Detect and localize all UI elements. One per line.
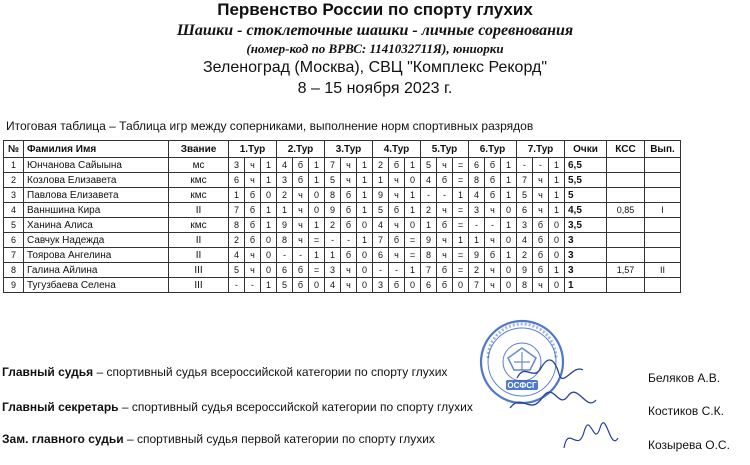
game-cell: - [325, 233, 341, 248]
game-cell: 0 [405, 173, 421, 188]
game-cell: - [517, 158, 533, 173]
game-cell: = [405, 248, 421, 263]
game-cell: 1 [373, 173, 389, 188]
game-cell: 1 [469, 233, 485, 248]
game-cell: б [437, 173, 453, 188]
game-cell: ч [341, 278, 357, 293]
game-cell: б [437, 263, 453, 278]
header-round: 6.Тур [469, 141, 517, 158]
table-row [4, 248, 681, 263]
game-cell: ч [485, 203, 501, 218]
game-cell: ч [389, 218, 405, 233]
game-cell: 0 [405, 278, 421, 293]
game-cell: 0 [261, 248, 277, 263]
game-cell: = [405, 233, 421, 248]
game-cell: 8 [421, 248, 437, 263]
results-table [3, 140, 681, 293]
player-points: 3 [565, 248, 607, 263]
game-cell: 0 [261, 233, 277, 248]
row-num: 6 [4, 233, 24, 248]
game-cell: 2 [277, 188, 293, 203]
player-name: Павлова Елизавета [24, 188, 169, 203]
player-rank: II [169, 233, 229, 248]
game-cell: 4 [373, 218, 389, 233]
game-cell: 1 [309, 218, 325, 233]
player-rank: II [169, 248, 229, 263]
game-cell: ч [437, 248, 453, 263]
player-done [645, 218, 681, 233]
game-cell: ч [245, 173, 261, 188]
table-header-row [4, 141, 681, 158]
game-cell: 0 [501, 233, 517, 248]
game-cell: б [341, 218, 357, 233]
header-round: 1.Тур [229, 141, 277, 158]
table-row [4, 263, 681, 278]
official-role: Главный секретарь [2, 400, 119, 414]
game-cell: - [421, 188, 437, 203]
official-desc: – спортивный судья всероссийской категории по спорту глухих [118, 400, 473, 414]
header-num: № [4, 141, 24, 158]
header-round: 7.Тур [517, 141, 565, 158]
discipline-line: Шашки - стоклеточные шашки - личные соревнования [176, 22, 574, 39]
player-points: 3,5 [565, 218, 607, 233]
official-name: Козырева О.С. [648, 438, 730, 452]
game-cell: ч [389, 188, 405, 203]
player-points: 5,5 [565, 173, 607, 188]
game-cell: 5 [517, 188, 533, 203]
game-cell: - [341, 233, 357, 248]
game-cell: 1 [357, 173, 373, 188]
game-cell: 0 [501, 263, 517, 278]
game-cell: б [293, 158, 309, 173]
player-kss [607, 158, 645, 173]
official-desc: – спортивный судья первой категории по спорту глухих [123, 432, 435, 446]
player-name: Козлова Елизавета [24, 173, 169, 188]
game-cell: - [389, 263, 405, 278]
game-cell: - [533, 158, 549, 173]
player-rank: III [169, 278, 229, 293]
game-cell: 9 [517, 263, 533, 278]
game-cell: 0 [357, 248, 373, 263]
header-round: 4.Тур [373, 141, 421, 158]
game-cell: ч [485, 233, 501, 248]
game-cell: ч [389, 248, 405, 263]
game-cell: 8 [325, 188, 341, 203]
game-cell: 2 [325, 218, 341, 233]
row-num: 5 [4, 218, 24, 233]
game-cell: 5 [373, 203, 389, 218]
game-cell: 2 [469, 263, 485, 278]
row-num: 2 [4, 173, 24, 188]
game-cell: б [293, 278, 309, 293]
player-points: 1 [565, 278, 607, 293]
player-kss [607, 218, 645, 233]
game-cell: б [341, 248, 357, 263]
dates-line: 8 – 15 ноября 2023 г. [297, 80, 453, 97]
game-cell: 5 [277, 278, 293, 293]
game-cell: 1 [549, 158, 565, 173]
game-cell: 1 [261, 218, 277, 233]
game-cell: 1 [549, 173, 565, 188]
game-cell: - [485, 218, 501, 233]
game-cell: 3 [277, 173, 293, 188]
game-cell: 6 [229, 173, 245, 188]
game-cell: б [533, 263, 549, 278]
game-cell: 9 [277, 218, 293, 233]
player-done [645, 173, 681, 188]
game-cell: 1 [453, 188, 469, 203]
game-cell: б [341, 203, 357, 218]
game-cell: 3 [229, 158, 245, 173]
game-cell: - [437, 188, 453, 203]
game-cell: 1 [501, 173, 517, 188]
game-cell: б [341, 188, 357, 203]
game-cell: 7 [421, 263, 437, 278]
game-cell: 1 [549, 203, 565, 218]
game-cell: б [245, 188, 261, 203]
game-cell: 3 [517, 218, 533, 233]
player-done [645, 188, 681, 203]
player-kss: 0,85 [607, 203, 645, 218]
official-chief-secretary [2, 400, 473, 414]
header-round: 2.Тур [277, 141, 325, 158]
game-cell: 1 [309, 173, 325, 188]
game-cell: - [469, 218, 485, 233]
game-cell: 4 [421, 173, 437, 188]
signature-chief-secretary [508, 390, 598, 416]
game-cell: 1 [261, 203, 277, 218]
game-cell: 6 [421, 278, 437, 293]
player-rank: кмс [169, 188, 229, 203]
game-cell: 7 [517, 173, 533, 188]
venue-line: Зеленоград (Москва), СВЦ "Комплекс Рекорд" [202, 59, 547, 76]
game-cell: 1 [421, 218, 437, 233]
game-cell: б [533, 233, 549, 248]
game-cell: б [437, 218, 453, 233]
game-cell: б [485, 158, 501, 173]
game-cell: 1 [261, 278, 277, 293]
game-cell: ч [341, 173, 357, 188]
game-cell: ч [245, 158, 261, 173]
game-cell: 0 [549, 218, 565, 233]
game-cell: 1 [357, 158, 373, 173]
game-cell: 4 [325, 278, 341, 293]
game-cell: 4 [277, 158, 293, 173]
player-points: 3 [565, 263, 607, 278]
player-kss [607, 278, 645, 293]
player-kss [607, 188, 645, 203]
game-cell: б [245, 218, 261, 233]
game-cell: 1 [453, 233, 469, 248]
game-cell: ч [293, 203, 309, 218]
player-done: II [645, 263, 681, 278]
game-cell: ч [485, 263, 501, 278]
row-num: 9 [4, 278, 24, 293]
game-cell: = [453, 203, 469, 218]
game-cell: б [245, 233, 261, 248]
game-cell: б [389, 203, 405, 218]
game-cell: 1 [405, 188, 421, 203]
row-num: 8 [4, 263, 24, 278]
player-points: 5 [565, 188, 607, 203]
game-cell: 1 [357, 188, 373, 203]
game-cell: 8 [517, 278, 533, 293]
game-cell: 1 [405, 263, 421, 278]
game-cell: ч [293, 233, 309, 248]
game-cell: 1 [261, 158, 277, 173]
game-cell: 8 [229, 218, 245, 233]
game-cell: 2 [517, 248, 533, 263]
game-cell: ч [245, 263, 261, 278]
game-cell: 0 [549, 233, 565, 248]
game-cell: 1 [357, 203, 373, 218]
row-num: 7 [4, 248, 24, 263]
game-cell: 6 [277, 263, 293, 278]
table-row [4, 218, 681, 233]
player-rank: III [169, 263, 229, 278]
game-cell: - [245, 278, 261, 293]
game-cell: 6 [469, 158, 485, 173]
header-rank: Звание [169, 141, 229, 158]
player-rank: мс [169, 158, 229, 173]
game-cell: 1 [501, 158, 517, 173]
game-cell: б [389, 158, 405, 173]
player-name: Ханина Алиса [24, 218, 169, 233]
game-cell: ч [533, 188, 549, 203]
game-cell: ч [341, 263, 357, 278]
officials-block [0, 352, 750, 462]
table-row [4, 188, 681, 203]
header-round: 5.Тур [421, 141, 469, 158]
game-cell: ч [293, 188, 309, 203]
game-cell: - [277, 248, 293, 263]
game-cell: 0 [453, 278, 469, 293]
header-points: Очки [565, 141, 607, 158]
game-cell: 1 [405, 203, 421, 218]
game-cell: ч [485, 278, 501, 293]
header-kss: КСС [607, 141, 645, 158]
game-cell: б [245, 203, 261, 218]
game-cell: 1 [501, 248, 517, 263]
game-cell: 0 [357, 218, 373, 233]
game-cell: 0 [309, 278, 325, 293]
player-done [645, 158, 681, 173]
game-cell: 2 [373, 158, 389, 173]
table-row [4, 158, 681, 173]
table-row [4, 173, 681, 188]
player-kss [607, 248, 645, 263]
game-cell: 5 [325, 173, 341, 188]
game-cell: 3 [325, 263, 341, 278]
game-cell: = [309, 233, 325, 248]
game-cell: 0 [549, 278, 565, 293]
game-cell: ч [389, 173, 405, 188]
header-name: Фамилия Имя [24, 141, 169, 158]
code-line: (номер-код по ВРВС: 1141032711Я), юниорки [246, 41, 504, 56]
game-cell: 1 [501, 218, 517, 233]
game-cell: 8 [277, 233, 293, 248]
game-cell: 9 [469, 248, 485, 263]
player-name: Ванншина Кира [24, 203, 169, 218]
game-cell: 4 [469, 188, 485, 203]
game-cell: 3 [469, 203, 485, 218]
player-done [645, 233, 681, 248]
official-name: Костиков С.К. [648, 404, 724, 418]
game-cell: = [453, 173, 469, 188]
official-desc: – спортивный судья всероссийской категории по спорту глухих [93, 365, 448, 379]
player-kss: 1,57 [607, 263, 645, 278]
game-cell: б [389, 233, 405, 248]
row-num: 3 [4, 188, 24, 203]
game-cell: 1 [357, 233, 373, 248]
game-cell: 5 [421, 158, 437, 173]
game-cell: 1 [277, 203, 293, 218]
game-cell: 9 [325, 203, 341, 218]
game-cell: - [293, 248, 309, 263]
game-cell: 2 [229, 233, 245, 248]
header-round: 3.Тур [325, 141, 373, 158]
player-kss [607, 233, 645, 248]
player-rank: кмс [169, 173, 229, 188]
game-cell: 0 [549, 248, 565, 263]
player-points: 6,5 [565, 158, 607, 173]
game-cell: б [485, 188, 501, 203]
player-name: Тоярова Ангелина [24, 248, 169, 263]
row-num: 1 [4, 158, 24, 173]
document-title: Первенство России по спорту глухих [217, 0, 533, 19]
game-cell: б [293, 173, 309, 188]
table-row [4, 203, 681, 218]
game-cell: ч [437, 158, 453, 173]
game-cell: 1 [325, 248, 341, 263]
game-cell: ч [245, 248, 261, 263]
game-cell: 9 [373, 188, 389, 203]
game-cell: 1 [309, 158, 325, 173]
player-kss [607, 173, 645, 188]
signature-chief-judge [515, 358, 585, 384]
game-cell: - [373, 263, 389, 278]
row-num: 4 [4, 203, 24, 218]
game-cell: 5 [229, 263, 245, 278]
player-rank: кмс [169, 218, 229, 233]
game-cell: 0 [405, 218, 421, 233]
game-cell: ч [341, 158, 357, 173]
game-cell: 7 [325, 158, 341, 173]
game-cell: = [309, 263, 325, 278]
game-cell: 1 [229, 188, 245, 203]
game-cell: б [533, 248, 549, 263]
game-cell: б [389, 278, 405, 293]
stamp-label: ОСФСГ [507, 381, 537, 390]
game-cell: 9 [421, 233, 437, 248]
game-cell: 0 [309, 188, 325, 203]
game-cell: = [453, 263, 469, 278]
player-name: Юнчанова Сайыына [24, 158, 169, 173]
game-cell: 6 [517, 203, 533, 218]
game-cell: 1 [261, 173, 277, 188]
game-cell: б [485, 173, 501, 188]
official-name: Беляков А.В. [648, 371, 721, 385]
game-cell: 0 [501, 203, 517, 218]
game-cell: б [533, 218, 549, 233]
game-cell: 8 [469, 173, 485, 188]
player-name: Галина Айлина [24, 263, 169, 278]
game-cell: ч [533, 203, 549, 218]
game-cell: 4 [517, 233, 533, 248]
official-chief-judge [2, 365, 447, 379]
game-cell: 1 [549, 188, 565, 203]
player-done [645, 278, 681, 293]
game-cell: ч [437, 203, 453, 218]
table-row [4, 278, 681, 293]
game-cell: 0 [357, 263, 373, 278]
game-cell: 4 [229, 248, 245, 263]
game-cell: ч [293, 218, 309, 233]
official-role: Зам. главного судьи [2, 432, 124, 446]
game-cell: ч [533, 278, 549, 293]
game-cell: ч [437, 233, 453, 248]
game-cell: 0 [261, 263, 277, 278]
game-cell: 1 [309, 248, 325, 263]
player-points: 3 [565, 233, 607, 248]
player-name: Тугузбаева Селена [24, 278, 169, 293]
game-cell: - [229, 278, 245, 293]
table-caption: Итоговая таблица – Таблица игр между соперниками, выполнение норм спортивных разрядов [6, 119, 534, 133]
table-row [4, 233, 681, 248]
game-cell: б [293, 263, 309, 278]
game-cell: 1 [405, 158, 421, 173]
game-cell: 0 [501, 278, 517, 293]
official-role: Главный судья [2, 365, 94, 379]
game-cell: 6 [373, 248, 389, 263]
game-cell: 1 [549, 263, 565, 278]
game-cell: = [453, 248, 469, 263]
game-cell: = [453, 218, 469, 233]
player-points: 4,5 [565, 203, 607, 218]
game-cell: 7 [373, 233, 389, 248]
game-cell: 7 [469, 278, 485, 293]
game-cell: ч [533, 173, 549, 188]
game-cell: 3 [373, 278, 389, 293]
game-cell: б [437, 278, 453, 293]
game-cell: 0 [261, 188, 277, 203]
player-rank: II [169, 203, 229, 218]
game-cell: 7 [229, 203, 245, 218]
player-done: I [645, 203, 681, 218]
official-deputy-judge [2, 432, 435, 446]
game-cell: 0 [309, 203, 325, 218]
game-cell: б [485, 248, 501, 263]
game-cell: = [453, 158, 469, 173]
player-done [645, 248, 681, 263]
game-cell: 2 [421, 203, 437, 218]
game-cell: 0 [357, 278, 373, 293]
game-cell: 1 [501, 188, 517, 203]
player-name: Савчук Надежда [24, 233, 169, 248]
signature-deputy-judge [560, 418, 620, 458]
header-done: Вып. [645, 141, 681, 158]
